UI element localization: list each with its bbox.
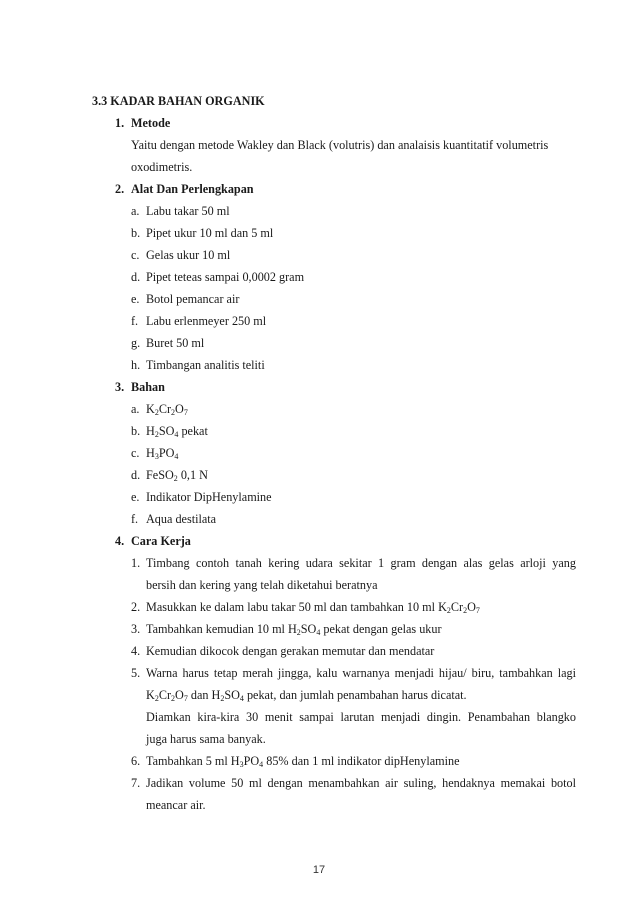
- alat-item-letter: c.: [131, 248, 140, 262]
- alat-item-letter: h.: [131, 358, 141, 372]
- step-number: 7.: [131, 776, 141, 790]
- bahan-item-h2so4: $H_2SO_4$ pekat: [146, 424, 208, 439]
- alat-item-text: Buret 50 ml: [146, 336, 205, 350]
- step-number: 3.: [131, 622, 141, 636]
- alat-item-letter: f.: [131, 314, 139, 328]
- bahan-item-aqua: Aqua destilata: [146, 512, 217, 526]
- bahan-item-letter: f.: [131, 512, 139, 526]
- step-3: Tambahkan kemudian 10 ml $H_2SO_4$ pekat dengan gelas ukur: [146, 622, 442, 637]
- bahan-item-letter: c.: [131, 446, 140, 460]
- bahan-item-letter: d.: [131, 468, 141, 482]
- alat-item-text: Labu erlenmeyer 250 ml: [146, 314, 267, 328]
- step-1-line1: Timbang contoh tanah kering udara sekitar 1 gram dengan alas gelas arloji yang: [146, 556, 576, 570]
- page-number: 17: [312, 864, 326, 876]
- metode-text-line2: oxodimetris.: [131, 160, 193, 174]
- bahan-item-h3po4: $H_3PO_4$: [146, 446, 179, 461]
- step-number: 5.: [131, 666, 141, 680]
- alat-item-text: Pipet teteas sampai 0,0002 gram: [146, 270, 305, 284]
- step-5-line2: $K_2Cr_2O_7$ dan $H_2SO_4$ pekat, dan jumlah penambahan harus dicatat.: [146, 688, 467, 703]
- alat-item-text: Gelas ukur 10 ml: [146, 248, 231, 262]
- step-7-line2: meancar air.: [146, 798, 206, 812]
- alat-item-text: Botol pemancar air: [146, 292, 240, 306]
- alat-item-text: Pipet ukur 10 ml dan 5 ml: [146, 226, 274, 240]
- alat-heading: Alat Dan Perlengkapan: [131, 182, 254, 196]
- step-number: 4.: [131, 644, 141, 658]
- bahan-item-letter: e.: [131, 490, 140, 504]
- bahan-item-letter: a.: [131, 402, 140, 416]
- alat-item-text: Timbangan analitis teliti: [146, 358, 265, 372]
- step-2: Masukkan ke dalam labu takar 50 ml dan tambahkan 10 ml $K_2Cr_2O_7$: [146, 600, 480, 615]
- metode-number: 1.: [115, 116, 125, 130]
- alat-item-letter: b.: [131, 226, 141, 240]
- bahan-item-letter: b.: [131, 424, 141, 438]
- step-number: 6.: [131, 754, 141, 768]
- step-number: 2.: [131, 600, 141, 614]
- bahan-item-feso2: FeSO$_2$ 0,1 N: [146, 468, 208, 483]
- section-title: 3.3 KADAR BAHAN ORGANIK: [92, 94, 265, 108]
- step-1-line2: bersih dan kering yang telah diketahui beratnya: [146, 578, 378, 592]
- alat-number: 2.: [115, 182, 125, 196]
- metode-heading: Metode: [131, 116, 171, 130]
- step-4: Kemudian dikocok dengan gerakan memutar dan mendatar: [146, 644, 435, 658]
- alat-item-letter: e.: [131, 292, 140, 306]
- alat-item-text: Labu takar 50 ml: [146, 204, 230, 218]
- step-number: 1.: [131, 556, 141, 570]
- alat-item-letter: a.: [131, 204, 140, 218]
- step-5-line3: Diamkan kira-kira 30 menit sampai larutan menjadi dingin. Penambahan blangko: [146, 710, 576, 724]
- cara-heading: Cara Kerja: [131, 534, 191, 548]
- step-5-line4: juga harus sama banyak.: [146, 732, 266, 746]
- step-6: Tambahkan 5 ml $H_3PO_4$ 85% dan 1 ml indikator dipHenylamine: [146, 754, 460, 769]
- bahan-item-indikator: Indikator DipHenylamine: [146, 490, 272, 504]
- step-5-line1: Warna harus tetap merah jingga, kalu warnanya menjadi hijau/ biru, tambahkan lagi: [146, 666, 576, 680]
- alat-item-letter: d.: [131, 270, 141, 284]
- cara-number: 4.: [115, 534, 125, 548]
- bahan-heading: Bahan: [131, 380, 165, 394]
- bahan-item-k2cr2o7: $K_2Cr_2O_7$: [146, 402, 188, 417]
- step-7-line1: Jadikan volume 50 ml dengan menambahkan air suling, hendaknya memakai botol: [146, 776, 576, 790]
- metode-text-line1: Yaitu dengan metode Wakley dan Black (volutris) dan analaisis kuantitatif volumetris: [131, 138, 549, 152]
- bahan-number: 3.: [115, 380, 125, 394]
- alat-item-letter: g.: [131, 336, 141, 350]
